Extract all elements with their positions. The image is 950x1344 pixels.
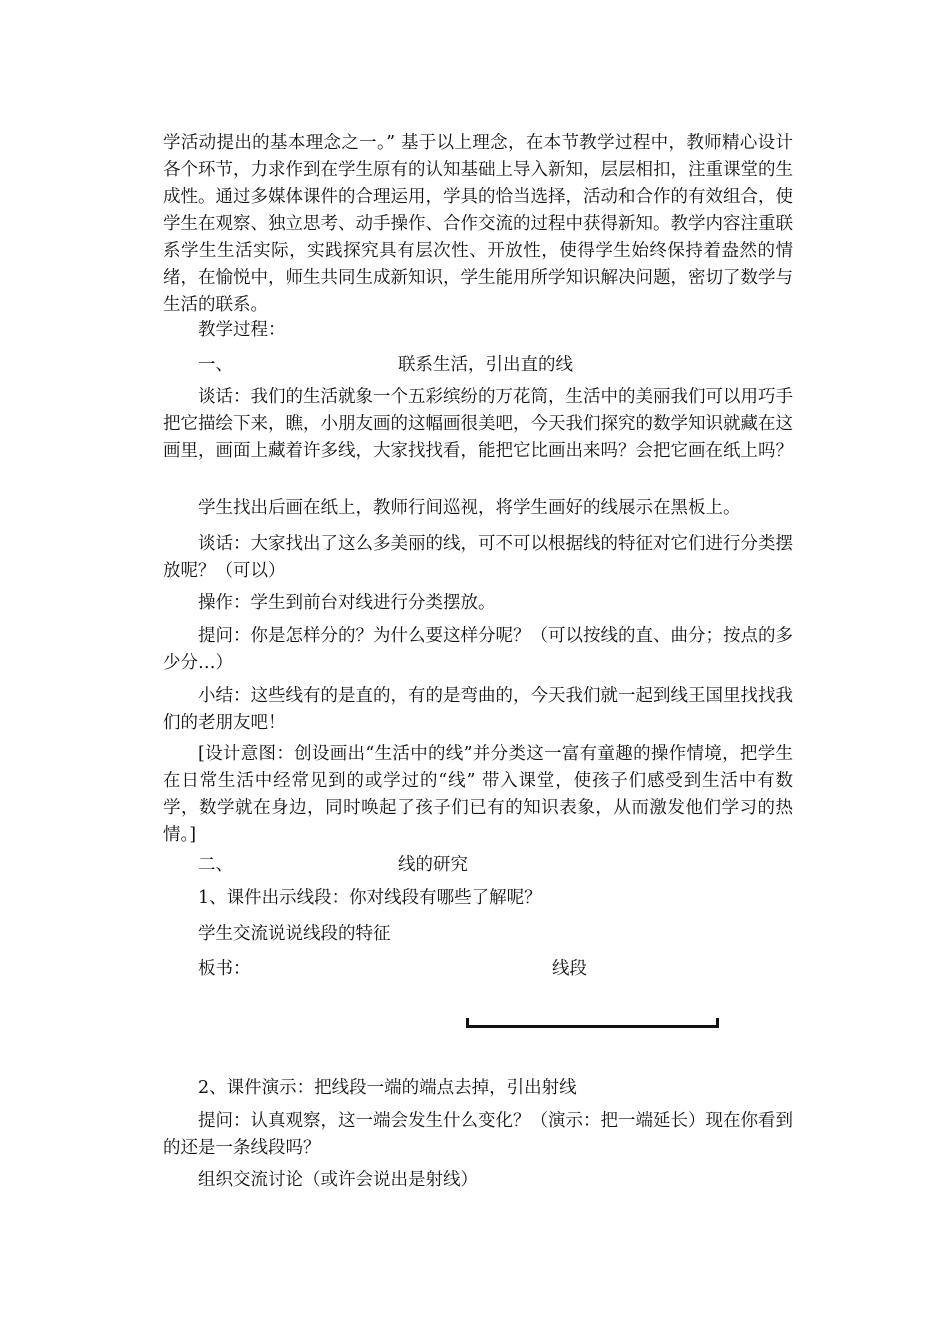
paragraph-talk-2: 谈话：大家找出了这么多美丽的线，可不可以根据线的特征对它们进行分类摆放呢？（可以） <box>163 534 793 581</box>
process-heading: 教学过程： <box>198 320 286 340</box>
paragraph-question-2: 提问：认真观察，这一端会发生什么变化？（演示：把一端延长）现在你看到的还是一条线段吗？ <box>163 1111 793 1158</box>
paragraph-courseware-ray: 2、课件演示：把线段一端的端点去掉，引出射线 <box>198 1078 577 1098</box>
paragraph-students-draw: 学生找出后画在纸上，教师行间巡视，将学生画好的线展示在黑板上。 <box>198 498 741 518</box>
paragraph-operation: 操作：学生到前台对线进行分类摆放。 <box>198 593 496 613</box>
board-label: 板书： <box>198 959 251 979</box>
paragraph-exchange: 学生交流说说线段的特征 <box>198 924 391 944</box>
paragraph-courseware-segment: 1、课件出示线段：你对线段有哪些了解呢？ <box>198 888 542 908</box>
section-2-number: 二、 <box>198 855 233 875</box>
segment-line <box>467 1025 719 1028</box>
segment-endpoint-left <box>466 1018 469 1028</box>
section-1-title: 联系生活，引出直的线 <box>398 355 573 375</box>
paragraph-question-1: 提问：你是怎样分的？为什么要这样分呢？（可以按线的直、曲分；按点的多少分…） <box>163 626 793 673</box>
paragraph-talk-1: 谈话：我们的生活就象一个五彩缤纷的万花筒，生活中的美丽我们可以用巧手把它描绘下来，瞧，小朋友画的这幅画很美吧，今天我们探究的数学知识就藏在这画里，画面上藏着许多线，大家找找看，能把它比画出来吗？会把它画在纸上吗？ <box>163 387 793 461</box>
paragraph-intro: 学活动提出的基本理念之一。” 基于以上理念，在本节教学过程中，教师精心设计各个环节，力求作到在学生原有的认知基础上导入新知，层层相扣，注重课堂的生成性。通过多媒体课件的合理运用，学具的恰当选择，活动和合作的有效组合，使学生在观察、独立思考、动手操作、合作交流的过程中获得新知。教学内容注重联系学生生活实际，实践探究具有层次性、开放性，使得学生始终保持着盎然的情绪，在愉悦中，师生共同生成新知识，学生能用所学知识解决问题，密切了数学与生活的联系。 <box>163 133 793 315</box>
section-1-number: 一、 <box>198 355 233 375</box>
paragraph-design-intent: [设计意图：创设画出“生活中的线”并分类这一富有童趣的操作情境，把学生在日常生活中经常见到的或学过的“线” 带入课堂，使孩子们感受到生活中有数学，数学就在身边，同时唤起了孩子们已有的知识表象，从而激发他们学习的热情。] <box>163 744 793 845</box>
segment-endpoint-right <box>716 1018 719 1028</box>
paragraph-discussion: 组织交流讨论（或许会说出是射线） <box>198 1170 478 1190</box>
paragraph-summary: 小结：这些线有的是直的，有的是弯曲的，今天我们就一起到线王国里找找我们的老朋友吧！ <box>163 686 793 733</box>
board-term: 线段 <box>552 959 587 979</box>
section-2-title: 线的研究 <box>398 855 468 875</box>
